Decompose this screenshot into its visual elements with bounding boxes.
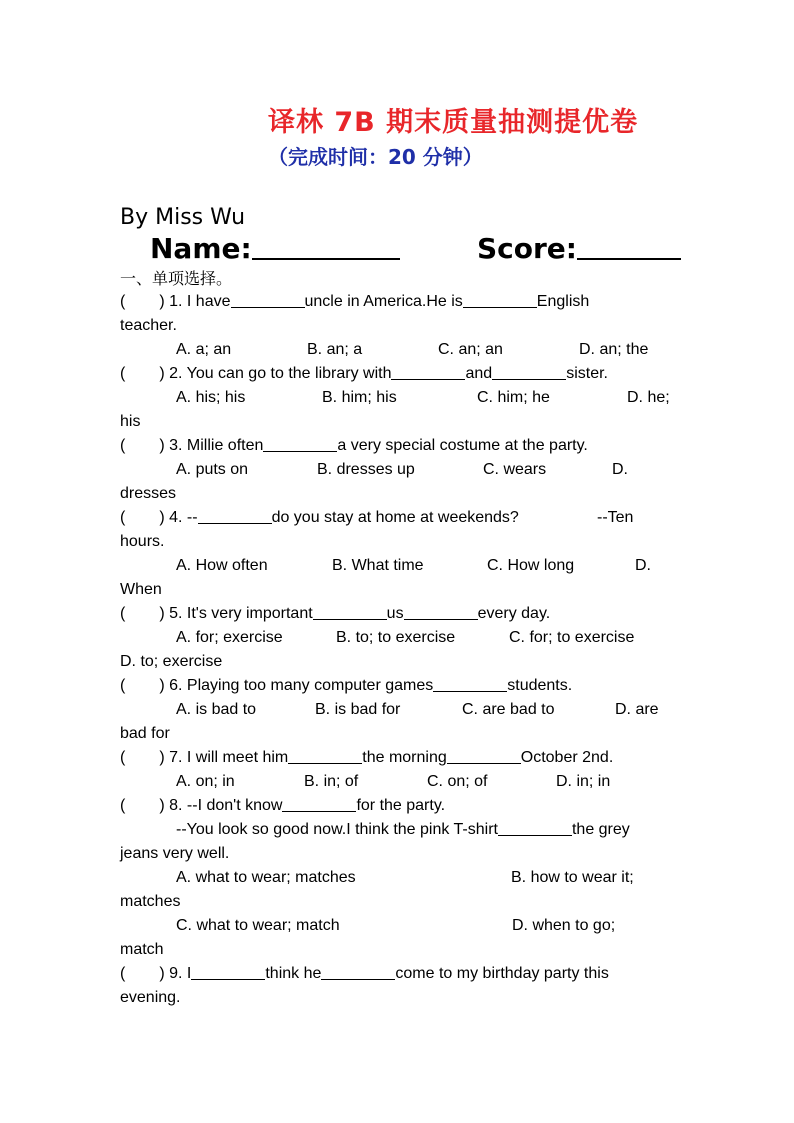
option-d: D. an; the (579, 341, 649, 358)
question-text: Playing too many computer games (186, 677, 434, 694)
answer-paren[interactable]: ( (120, 437, 126, 454)
option-d: D. (635, 557, 651, 574)
blank[interactable] (198, 507, 272, 524)
score-label: Score: (477, 232, 577, 265)
question-1: ( ) 1. I have uncle in America.He is English (120, 293, 590, 310)
question-text: uncle in America.He is (304, 293, 463, 310)
option-b: B. an; a (307, 341, 363, 358)
name-field[interactable] (150, 230, 400, 265)
question-text: the grey (571, 821, 630, 838)
option-a: A. what to wear; matches (176, 869, 356, 886)
option-c: C. are bad to (462, 701, 555, 718)
question-number: 5. (169, 605, 183, 622)
answer-paren[interactable]: ( (120, 797, 126, 814)
question-text: do you stay at home at weekends? (271, 509, 519, 526)
blank[interactable] (263, 435, 337, 452)
page-title: 译林 7B 期末质量抽测提优卷 (268, 107, 639, 138)
option-b: B. What time (332, 557, 424, 574)
option-a: A. puts on (176, 461, 249, 478)
question-text: I (186, 965, 192, 982)
option-b: B. to; to exercise (336, 629, 456, 646)
blank[interactable] (191, 963, 265, 980)
blank[interactable] (498, 819, 572, 836)
question-text-wrap: jeans very well. (120, 845, 230, 862)
question-text: us (386, 605, 404, 622)
option-d: D. in; in (556, 773, 611, 790)
option-b: B. how to wear it; (511, 869, 634, 886)
question-number: 6. (169, 677, 183, 694)
question-number: 8. (169, 797, 183, 814)
option-wrap: When (120, 581, 162, 598)
blank[interactable] (391, 363, 465, 380)
option-wrap: match (120, 941, 164, 958)
option-c: C. for; to exercise (509, 629, 635, 646)
option-c: C. an; an (438, 341, 503, 358)
question-text: October 2nd. (520, 749, 614, 766)
score-blank[interactable] (577, 230, 681, 260)
blank[interactable] (447, 747, 521, 764)
blank[interactable] (288, 747, 362, 764)
option-a: A. is bad to (176, 701, 257, 718)
question-2: ( ) 2. You can go to the library with and sister. (120, 365, 608, 382)
question-text: I will meet him (186, 749, 289, 766)
question-text-wrap: hours. (120, 533, 165, 550)
question-text-wrap: evening. (120, 989, 181, 1006)
question-text: students. (507, 677, 573, 694)
question-number: 7. (169, 749, 183, 766)
question-number: 9. (169, 965, 183, 982)
option-d: D. when to go; (512, 917, 616, 934)
option-c: C. him; he (477, 389, 550, 406)
option-wrap: his (120, 413, 141, 430)
question-text: It's very important (186, 605, 313, 622)
answer-paren[interactable]: ( (120, 749, 126, 766)
question-text: --You look so good now.I think the pink T-shirt (176, 821, 498, 838)
question-number: 2. (169, 365, 183, 382)
question-9: ( ) 9. I think he come to my birthday party this (120, 965, 609, 982)
question-text: the morning (362, 749, 447, 766)
question-text: and (465, 365, 493, 382)
dialogue-line (176, 818, 630, 842)
answer-paren[interactable]: ( (120, 605, 126, 622)
option-wrap: dresses (120, 485, 177, 502)
name-label: Name: (150, 232, 252, 265)
question-4: ( ) 4. -- do you stay at home at weekends? (120, 509, 519, 526)
blank[interactable] (433, 675, 507, 692)
blank[interactable] (321, 963, 395, 980)
blank[interactable] (463, 291, 537, 308)
option-c: C. How long (487, 557, 575, 574)
question-number: 1. (169, 293, 183, 310)
answer-paren[interactable]: ( (120, 965, 126, 982)
option-a: A. a; an (176, 341, 232, 358)
option-b: B. him; his (322, 389, 397, 406)
section-heading: 一、单项选择。 (120, 269, 233, 288)
option-b: B. is bad for (315, 701, 401, 718)
option-c: C. what to wear; match (176, 917, 340, 934)
question-5: ( ) 5. It's very important us every day. (120, 605, 551, 622)
option-d: D. he; (627, 389, 670, 406)
question-text: sister. (566, 365, 608, 382)
question-text: think he (265, 965, 322, 982)
blank[interactable] (231, 291, 305, 308)
page-subtitle: （完成时间：20 分钟） (268, 145, 483, 169)
question-text: -- (186, 509, 198, 526)
blank[interactable] (313, 603, 387, 620)
question-text: every day. (477, 605, 551, 622)
option-d: D. are (615, 701, 659, 718)
question-text: I have (186, 293, 231, 310)
option-a: A. How often (176, 557, 268, 574)
option-b: B. in; of (304, 773, 359, 790)
answer-paren[interactable]: ( (120, 365, 126, 382)
question-text: a very special costume at the party. (337, 437, 588, 454)
answer-paren[interactable]: ( (120, 509, 126, 526)
question-6: ( ) 6. Playing too many computer games students. (120, 677, 573, 694)
score-field[interactable] (477, 230, 681, 265)
answer-paren[interactable]: ( (120, 677, 126, 694)
blank[interactable] (282, 795, 356, 812)
question-text: come to my birthday party this (395, 965, 609, 982)
question-text: --I don't know (186, 797, 283, 814)
option-d: D. to; exercise (120, 653, 223, 670)
option-a: A. for; exercise (176, 629, 283, 646)
question-text-wrap: teacher. (120, 317, 177, 334)
reply-text: --Ten (597, 509, 634, 526)
blank[interactable] (492, 363, 566, 380)
option-wrap: bad for (120, 725, 170, 742)
option-a: A. his; his (176, 389, 246, 406)
option-c: C. wears (483, 461, 547, 478)
option-d: D. (612, 461, 628, 478)
option-a: A. on; in (176, 773, 235, 790)
option-b: B. dresses up (317, 461, 415, 478)
blank[interactable] (404, 603, 478, 620)
question-7: ( ) 7. I will meet him the morning October 2nd. (120, 749, 614, 766)
answer-paren[interactable]: ( (120, 293, 126, 310)
question-8: ( ) 8. --I don't know for the party. (120, 797, 446, 814)
question-text: English (536, 293, 590, 310)
author-line: By Miss Wu (120, 205, 246, 230)
question-text: You can go to the library with (186, 365, 392, 382)
option-c: C. on; of (427, 773, 488, 790)
question-text: Millie often (186, 437, 264, 454)
question-number: 4. (169, 509, 183, 526)
question-number: 3. (169, 437, 183, 454)
question-3: ( ) 3. Millie often a very special costume at the party. (120, 437, 588, 454)
question-text: for the party. (356, 797, 446, 814)
option-wrap: matches (120, 893, 181, 910)
name-blank[interactable] (252, 230, 400, 260)
